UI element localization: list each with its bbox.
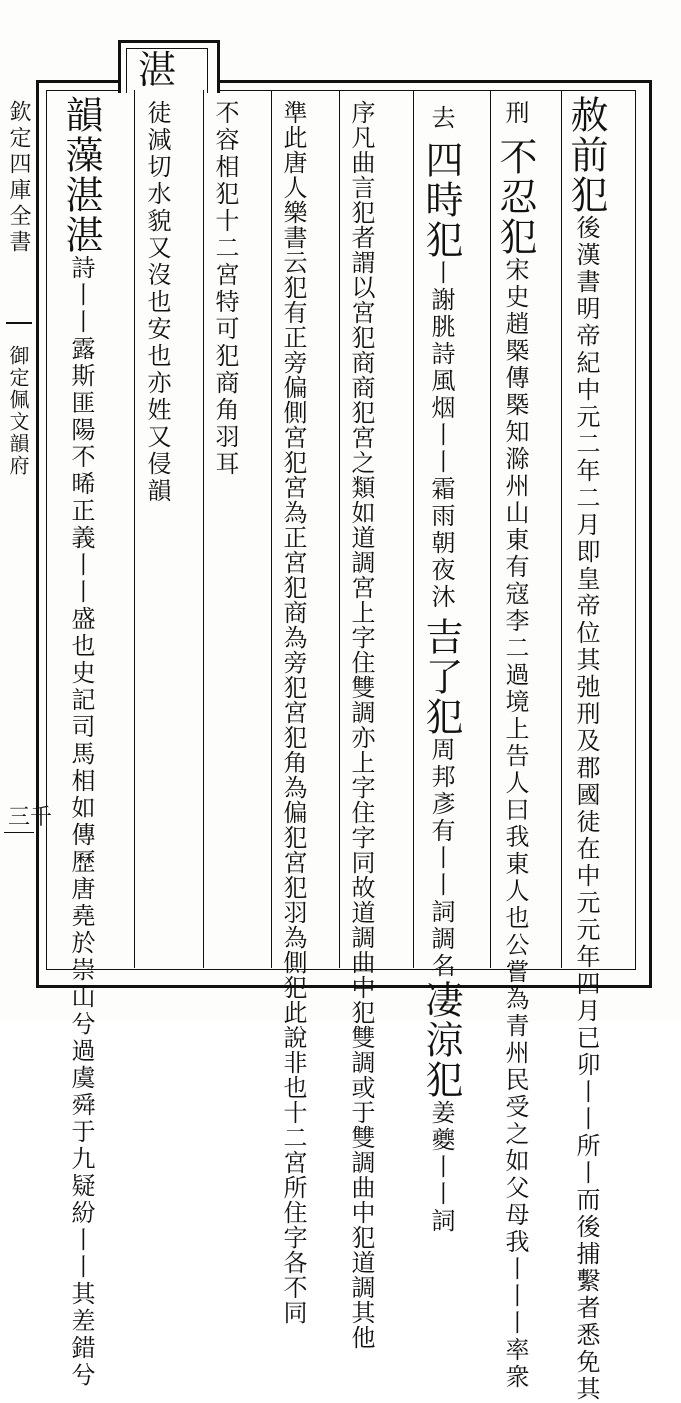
column-divider <box>134 90 135 968</box>
entry-text: 準此唐人樂書云犯有正旁偏側宮犯宮為正宮犯商為旁犯宮犯角為偏犯宮犯羽為側犯此說非也十二宮所住字各不同 <box>279 100 307 1325</box>
entry-column <box>140 100 174 505</box>
entry-text: 不容相犯十二宮特可犯商角羽耳 <box>211 100 239 478</box>
entry-text: 詩丨丨露斯匪陽不晞正義丨丨盛也史記司馬相如傳歷唐堯於崇山兮過虞舜于九疑紛丨丨其差錯兮 <box>67 255 95 1389</box>
page-number: 三千 <box>8 805 53 830</box>
header-rhyme-char: 湛 <box>138 48 177 92</box>
entry-headword: 凄涼犯 <box>419 980 463 1100</box>
column-divider <box>203 90 204 968</box>
column-divider <box>271 90 272 968</box>
entry-column <box>276 100 310 1325</box>
page-number-rule <box>4 832 34 833</box>
entry-headword: 吉了犯 <box>419 617 463 737</box>
entry-text: 序凡曲言犯者謂以宮犯商商犯宮之類如道調宮上字住雙調亦上字住字同故道調曲中犯雙調或于雙調曲中犯道調其他 <box>347 100 375 1350</box>
entry-column <box>344 100 378 1350</box>
entry-text: 姜夔丨丨詞 <box>427 1100 455 1235</box>
entry-text: 丨謝朓詩風烟丨丨霜雨朝夜沐 <box>427 260 455 611</box>
entry-column <box>420 105 462 1235</box>
entry-column <box>565 95 607 1403</box>
entry-text: 徒減切水貌又沒也安也亦姓又侵韻 <box>143 100 171 505</box>
entry-headword: 不忍犯 <box>493 137 537 257</box>
entry-headword: 四時犯 <box>419 140 463 260</box>
entry-headword: 赦前犯 <box>564 95 608 215</box>
entry-text: 去 <box>427 105 455 132</box>
entry-column <box>208 100 242 478</box>
entry-column <box>494 100 536 1391</box>
margin-book-title: 欽定四庫全書 <box>6 100 31 256</box>
entry-text: 後漢書明帝紀中元二年二月即皇帝位其弛刑及郡國徒在中元元年四月已卯丨丨所丨而後捕繫者悉免其 <box>572 215 600 1403</box>
column-divider <box>561 90 562 968</box>
column-divider <box>413 90 414 968</box>
entry-column <box>60 95 102 1389</box>
column-divider <box>490 90 491 968</box>
entry-text: 周邦彥有丨丨詞調名 <box>427 737 455 980</box>
entry-text: 刑 <box>501 100 529 127</box>
column-divider <box>339 90 340 968</box>
margin-rule <box>6 322 32 324</box>
margin-volume-title: 御定佩文韻府 <box>6 345 30 477</box>
entry-text: 宋史趙槩傳槩知滁州山東有寇李二過境上告人曰我東人也公嘗為青州民受之如父母我丨丨丨率衆 <box>501 257 529 1391</box>
entry-headword: 韻藻湛湛 <box>59 95 103 255</box>
